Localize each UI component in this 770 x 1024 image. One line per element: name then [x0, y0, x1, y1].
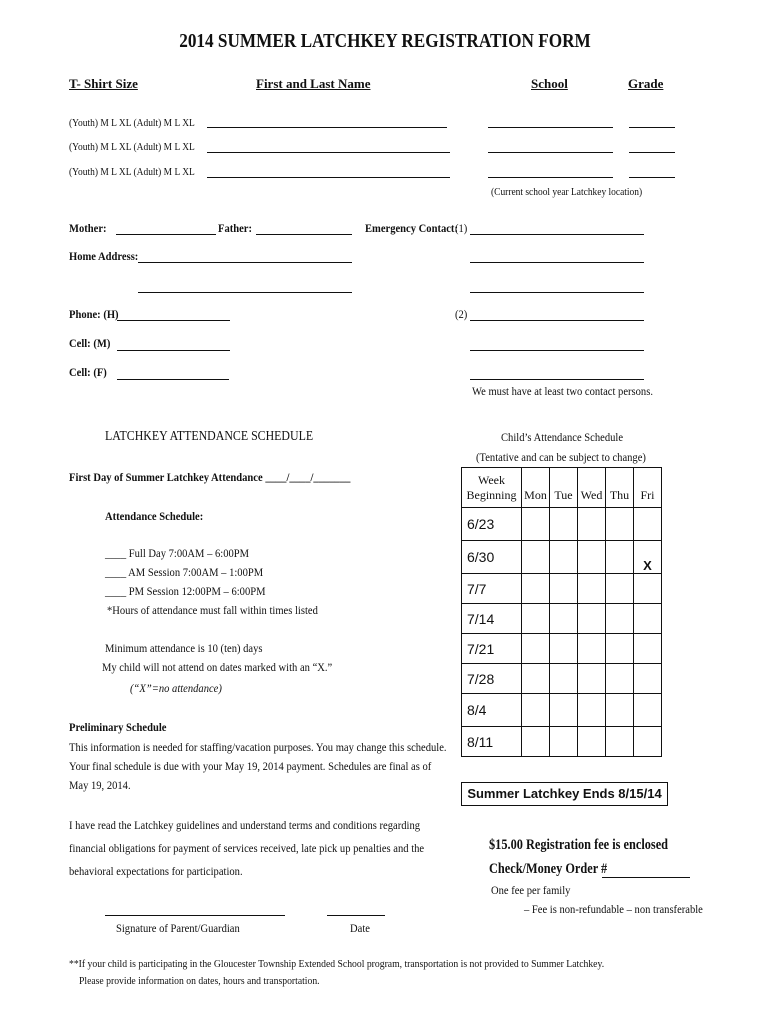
- emergency-contact-1-field[interactable]: [470, 234, 644, 235]
- attendance-cell-mon[interactable]: [522, 604, 550, 634]
- week-cell: 7/21: [462, 634, 522, 664]
- non-refundable-note: – Fee is non-refundable – non transferable: [524, 902, 703, 916]
- attendance-cell-mon[interactable]: [522, 694, 550, 727]
- week-cell: 7/7: [462, 574, 522, 604]
- school-field-3[interactable]: [488, 177, 613, 178]
- attendance-cell-tue[interactable]: [550, 604, 578, 634]
- schedule-row: [462, 727, 662, 757]
- attendance-cell-fri[interactable]: [634, 508, 662, 541]
- attendance-cell-wed[interactable]: [578, 574, 606, 604]
- child-schedule-subtitle: (Tentative and can be subject to change): [476, 450, 646, 464]
- home-address-field-1[interactable]: [138, 262, 352, 263]
- preliminary-line-3: May 19, 2014.: [69, 778, 131, 792]
- latchkey-ends-note: Summer Latchkey Ends 8/15/14: [461, 782, 668, 806]
- attendance-cell-wed[interactable]: [578, 727, 606, 757]
- signature-label: Signature of Parent/Guardian: [116, 921, 240, 935]
- day-header-fri: Fri: [634, 468, 662, 508]
- attendance-cell-fri[interactable]: [634, 634, 662, 664]
- attendance-cell-fri[interactable]: [634, 694, 662, 727]
- grade-field-2[interactable]: [629, 152, 675, 153]
- week-cell: 6/23: [462, 508, 522, 541]
- attendance-cell-mon[interactable]: [522, 664, 550, 694]
- attendance-cell-mon[interactable]: [522, 508, 550, 541]
- emergency-contact-label: Emergency Contact:: [365, 221, 458, 235]
- emergency-contact-1-line-3[interactable]: [470, 292, 644, 293]
- week-cell: 7/28: [462, 664, 522, 694]
- attendance-cell-thu[interactable]: [606, 694, 634, 727]
- name-field-1[interactable]: [207, 127, 447, 128]
- week-header-line-1: Week: [477, 472, 506, 487]
- attendance-cell-thu[interactable]: [606, 634, 634, 664]
- attendance-cell-wed[interactable]: [578, 604, 606, 634]
- school-header: School: [531, 76, 568, 91]
- name-field-2[interactable]: [207, 152, 450, 153]
- phone-home-field[interactable]: [117, 320, 230, 321]
- hours-note: *Hours of attendance must fall within times listed: [107, 603, 318, 617]
- child-schedule-title: Child’s Attendance Schedule: [501, 430, 624, 444]
- attendance-cell-wed[interactable]: [578, 664, 606, 694]
- emergency-contact-1-line-2[interactable]: [470, 262, 644, 263]
- am-session-option[interactable]: ____ AM Session 7:00AM – 1:00PM: [105, 565, 264, 579]
- week-cell: 6/30: [462, 541, 522, 574]
- preliminary-line-2: Your final schedule is due with your May 19, 2014 payment. Schedules are final as of: [69, 759, 432, 773]
- attendance-cell-mon[interactable]: [522, 634, 550, 664]
- attendance-cell-thu[interactable]: [606, 574, 634, 604]
- attendance-cell-tue[interactable]: [550, 634, 578, 664]
- grade-field-3[interactable]: [629, 177, 675, 178]
- attendance-cell-tue[interactable]: [550, 664, 578, 694]
- attendance-cell-fri[interactable]: [634, 604, 662, 634]
- schedule-row: [462, 541, 662, 574]
- pm-session-option[interactable]: ____ PM Session 12:00PM – 6:00PM: [105, 584, 266, 598]
- week-beginning-header: [462, 468, 522, 508]
- day-header-mon: Mon: [522, 468, 550, 508]
- child-schedule-table: [461, 467, 662, 757]
- attendance-cell-fri[interactable]: X: [634, 541, 662, 574]
- attendance-cell-mon[interactable]: [522, 727, 550, 757]
- emergency-contact-2-line-2[interactable]: [470, 350, 644, 351]
- schedule-row: [462, 664, 662, 694]
- attendance-cell-wed[interactable]: [578, 634, 606, 664]
- grade-field-1[interactable]: [629, 127, 675, 128]
- cell-father-field[interactable]: [117, 379, 229, 380]
- page-title: 2014 SUMMER LATCHKEY REGISTRATION FORM: [179, 30, 591, 52]
- footer-note-1: **If your child is participating in the Gloucester Township Extended School program, transportation is not provided to Summer Latchkey.: [69, 958, 605, 970]
- school-note: (Current school year Latchkey location): [491, 187, 643, 198]
- grade-header: Grade: [628, 76, 664, 91]
- attendance-cell-wed[interactable]: [578, 694, 606, 727]
- attendance-cell-fri[interactable]: [634, 727, 662, 757]
- date-label: Date: [350, 921, 370, 935]
- schedule-row: [462, 694, 662, 727]
- attendance-cell-mon[interactable]: [522, 574, 550, 604]
- day-header-thu: Thu: [606, 468, 634, 508]
- home-address-field-2[interactable]: [138, 292, 352, 293]
- agreement-line-1: I have read the Latchkey guidelines and understand terms and conditions regarding: [69, 818, 421, 832]
- x-legend-note: (“X”=no attendance): [130, 681, 222, 695]
- emergency-contact-1-label: (1): [455, 221, 468, 235]
- mother-field[interactable]: [116, 234, 216, 235]
- schedule-row: [462, 604, 662, 634]
- cell-father-label: Cell: (F): [69, 365, 107, 379]
- attendance-schedule-label: Attendance Schedule:: [105, 509, 204, 523]
- registration-fee-label: $15.00 Registration fee is enclosed: [489, 837, 669, 853]
- check-money-order-label: Check/Money Order #: [489, 861, 608, 877]
- emergency-contact-2-label: (2): [455, 307, 468, 321]
- name-header: First and Last Name: [256, 76, 371, 91]
- tshirt-size-options-1[interactable]: (Youth) M L XL (Adult) M L XL: [69, 118, 195, 129]
- tshirt-size-options-2[interactable]: (Youth) M L XL (Adult) M L XL: [69, 142, 195, 153]
- day-header-wed: Wed: [578, 468, 606, 508]
- full-day-option[interactable]: ____ Full Day 7:00AM – 6:00PM: [105, 546, 250, 560]
- attendance-cell-fri[interactable]: [634, 664, 662, 694]
- week-cell: 8/4: [462, 694, 522, 727]
- two-contacts-note: We must have at least two contact persons.: [472, 384, 653, 398]
- signature-field[interactable]: [105, 915, 285, 916]
- preliminary-line-1: This information is needed for staffing/vacation purposes. You may change this schedule.: [69, 740, 447, 754]
- attendance-cell-thu[interactable]: [606, 604, 634, 634]
- attendance-cell-thu[interactable]: [606, 508, 634, 541]
- school-field-2[interactable]: [488, 152, 613, 153]
- attendance-cell-thu[interactable]: [606, 727, 634, 757]
- attendance-cell-fri[interactable]: [634, 574, 662, 604]
- emergency-contact-2-field[interactable]: [470, 320, 644, 321]
- agreement-line-3: behavioral expectations for participation.: [69, 864, 243, 878]
- schedule-row: [462, 634, 662, 664]
- attendance-cell-tue[interactable]: [550, 727, 578, 757]
- father-label: Father:: [218, 221, 253, 235]
- tshirt-size-header: T- Shirt Size: [69, 76, 138, 91]
- attendance-cell-thu[interactable]: [606, 664, 634, 694]
- first-day-field[interactable]: First Day of Summer Latchkey Attendance ____/____/_______: [69, 470, 351, 484]
- agreement-line-2: financial obligations for payment of services received, late pick up penalties and the: [69, 841, 425, 855]
- schedule-row: [462, 508, 662, 541]
- attendance-cell-mon[interactable]: [522, 541, 550, 574]
- date-field[interactable]: [327, 915, 385, 916]
- phone-home-label: Phone: (H): [69, 307, 119, 321]
- mother-label: Mother:: [69, 221, 107, 235]
- day-header-tue: Tue: [550, 468, 578, 508]
- week-header-line-2: Beginning: [466, 487, 517, 502]
- footer-note-2: Please provide information on dates, hours and transportation.: [79, 975, 320, 987]
- minimum-attendance-note: Minimum attendance is 10 (ten) days: [105, 641, 263, 655]
- attendance-cell-wed[interactable]: [578, 508, 606, 541]
- attendance-cell-tue[interactable]: [550, 574, 578, 604]
- week-cell: 7/14: [462, 604, 522, 634]
- cell-mother-field[interactable]: [117, 350, 230, 351]
- not-attend-note: My child will not attend on dates marked with an “X.”: [102, 660, 333, 674]
- name-field-3[interactable]: [207, 177, 450, 178]
- attendance-cell-tue[interactable]: [550, 541, 578, 574]
- father-field[interactable]: [256, 234, 352, 235]
- attendance-cell-tue[interactable]: [550, 694, 578, 727]
- school-field-1[interactable]: [488, 127, 613, 128]
- attendance-cell-wed[interactable]: [578, 541, 606, 574]
- attendance-schedule-heading: LATCHKEY ATTENDANCE SCHEDULE: [105, 428, 314, 443]
- check-money-order-field[interactable]: [602, 877, 690, 878]
- attendance-cell-tue[interactable]: [550, 508, 578, 541]
- one-fee-note: One fee per family: [491, 883, 571, 897]
- emergency-contact-2-line-3[interactable]: [470, 379, 644, 380]
- week-cell: 8/11: [462, 727, 522, 757]
- cell-mother-label: Cell: (M): [69, 336, 111, 350]
- preliminary-schedule-heading: Preliminary Schedule: [69, 720, 167, 734]
- home-address-label: Home Address:: [69, 249, 139, 263]
- tshirt-size-options-3[interactable]: (Youth) M L XL (Adult) M L XL: [69, 167, 195, 178]
- attendance-cell-thu[interactable]: [606, 541, 634, 574]
- schedule-row: [462, 574, 662, 604]
